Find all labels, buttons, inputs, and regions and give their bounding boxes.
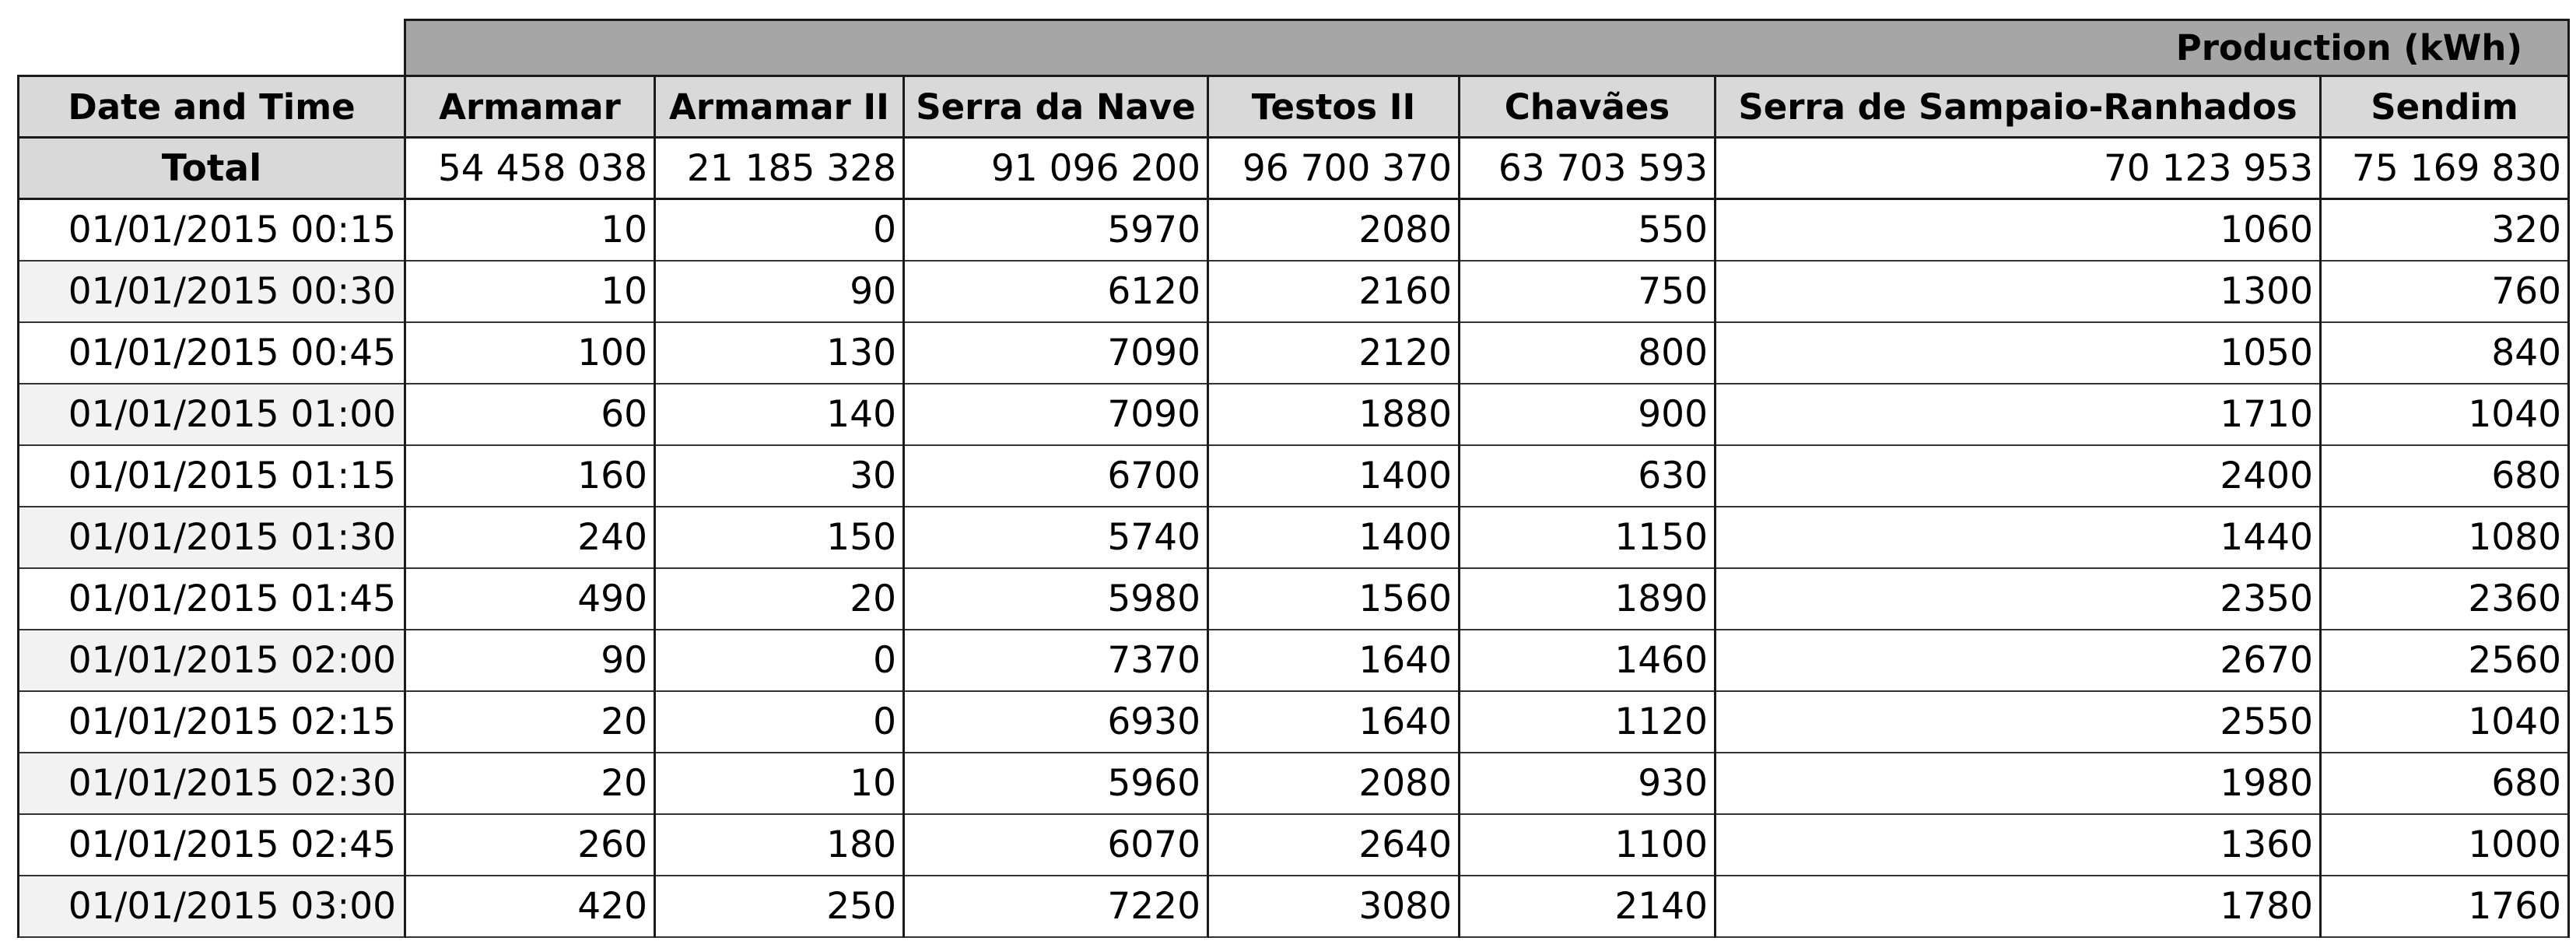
table-row <box>19 753 2569 814</box>
value-cell-serra-de-sampaio-ranhados: 1060 <box>1716 199 2321 261</box>
value-cell-serra-da-nave: 7090 <box>904 322 1208 384</box>
value-cell-armamar: 20 <box>405 753 655 814</box>
value-cell-serra-da-nave: 6930 <box>904 691 1208 753</box>
value-cell-sendim: 2560 <box>2321 630 2569 691</box>
value-cell-chavaes: 1120 <box>1460 691 1716 753</box>
value-cell-armamar-ii: 250 <box>655 876 904 937</box>
value-cell-armamar-ii: 30 <box>655 445 904 507</box>
value-cell-chavaes: 1460 <box>1460 630 1716 691</box>
value-cell-serra-de-sampaio-ranhados: 1050 <box>1716 322 2321 384</box>
value-cell-armamar-ii: 140 <box>655 384 904 445</box>
table-row <box>19 445 2569 507</box>
datetime-cell: 01/01/2015 02:45 <box>19 814 405 876</box>
total-sendim: 75 169 830 <box>2321 138 2569 199</box>
column-header-datetime: Date and Time <box>19 76 405 138</box>
group-header-row <box>19 20 2569 76</box>
value-cell-sendim: 840 <box>2321 322 2569 384</box>
value-cell-serra-de-sampaio-ranhados: 1300 <box>1716 261 2321 322</box>
total-serra-da-nave: 91 096 200 <box>904 138 1208 199</box>
datetime-cell: 01/01/2015 02:00 <box>19 630 405 691</box>
value-cell-sendim: 1080 <box>2321 507 2569 568</box>
datetime-cell: 01/01/2015 00:45 <box>19 322 405 384</box>
value-cell-armamar: 240 <box>405 507 655 568</box>
value-cell-chavaes: 1890 <box>1460 568 1716 630</box>
total-serra-de-sampaio-ranhados: 70 123 953 <box>1716 138 2321 199</box>
value-cell-testos-ii: 1400 <box>1208 507 1460 568</box>
value-cell-sendim: 680 <box>2321 445 2569 507</box>
table-row <box>19 507 2569 568</box>
value-cell-armamar-ii: 0 <box>655 199 904 261</box>
value-cell-sendim: 1040 <box>2321 384 2569 445</box>
value-cell-sendim: 680 <box>2321 753 2569 814</box>
value-cell-serra-da-nave: 7220 <box>904 876 1208 937</box>
table-row <box>19 814 2569 876</box>
value-cell-serra-de-sampaio-ranhados: 2550 <box>1716 691 2321 753</box>
value-cell-serra-de-sampaio-ranhados: 1980 <box>1716 753 2321 814</box>
value-cell-serra-de-sampaio-ranhados: 1780 <box>1716 876 2321 937</box>
table-row <box>19 568 2569 630</box>
value-cell-testos-ii: 1560 <box>1208 568 1460 630</box>
value-cell-armamar-ii: 20 <box>655 568 904 630</box>
datetime-cell: 01/01/2015 02:30 <box>19 753 405 814</box>
value-cell-serra-de-sampaio-ranhados: 2350 <box>1716 568 2321 630</box>
table-row <box>19 630 2569 691</box>
column-header-sendim: Sendim <box>2321 76 2569 138</box>
value-cell-serra-da-nave: 5960 <box>904 753 1208 814</box>
value-cell-armamar-ii: 180 <box>655 814 904 876</box>
value-cell-serra-da-nave: 5970 <box>904 199 1208 261</box>
value-cell-armamar-ii: 0 <box>655 630 904 691</box>
table-row <box>19 261 2569 322</box>
value-cell-serra-da-nave: 6700 <box>904 445 1208 507</box>
value-cell-sendim: 760 <box>2321 261 2569 322</box>
value-cell-chavaes: 2140 <box>1460 876 1716 937</box>
value-cell-chavaes: 630 <box>1460 445 1716 507</box>
value-cell-testos-ii: 1640 <box>1208 630 1460 691</box>
value-cell-testos-ii: 1400 <box>1208 445 1460 507</box>
value-cell-serra-de-sampaio-ranhados: 1710 <box>1716 384 2321 445</box>
column-header-armamar: Armamar <box>405 76 655 138</box>
table-row <box>19 384 2569 445</box>
value-cell-armamar-ii: 10 <box>655 753 904 814</box>
value-cell-chavaes: 1150 <box>1460 507 1716 568</box>
total-testos-ii: 96 700 370 <box>1208 138 1460 199</box>
value-cell-testos-ii: 2120 <box>1208 322 1460 384</box>
value-cell-testos-ii: 2160 <box>1208 261 1460 322</box>
value-cell-sendim: 320 <box>2321 199 2569 261</box>
total-armamar: 54 458 038 <box>405 138 655 199</box>
value-cell-armamar: 160 <box>405 445 655 507</box>
value-cell-testos-ii: 1640 <box>1208 691 1460 753</box>
column-header-armamar-ii: Armamar II <box>655 76 904 138</box>
value-cell-testos-ii: 1880 <box>1208 384 1460 445</box>
value-cell-sendim: 1040 <box>2321 691 2569 753</box>
value-cell-testos-ii: 3080 <box>1208 876 1460 937</box>
production-table-container <box>17 19 2567 938</box>
value-cell-testos-ii: 2080 <box>1208 753 1460 814</box>
value-cell-serra-da-nave: 5740 <box>904 507 1208 568</box>
table-row <box>19 199 2569 261</box>
value-cell-chavaes: 800 <box>1460 322 1716 384</box>
value-cell-armamar: 60 <box>405 384 655 445</box>
value-cell-serra-de-sampaio-ranhados: 1440 <box>1716 507 2321 568</box>
value-cell-armamar: 260 <box>405 814 655 876</box>
value-cell-serra-da-nave: 6070 <box>904 814 1208 876</box>
value-cell-serra-da-nave: 5980 <box>904 568 1208 630</box>
datetime-cell: 01/01/2015 01:30 <box>19 507 405 568</box>
value-cell-chavaes: 900 <box>1460 384 1716 445</box>
value-cell-chavaes: 1100 <box>1460 814 1716 876</box>
value-cell-armamar-ii: 150 <box>655 507 904 568</box>
value-cell-chavaes: 750 <box>1460 261 1716 322</box>
value-cell-armamar-ii: 90 <box>655 261 904 322</box>
value-cell-armamar: 20 <box>405 691 655 753</box>
empty-corner-cell <box>19 20 405 76</box>
value-cell-serra-da-nave: 7090 <box>904 384 1208 445</box>
total-label: Total <box>19 138 405 199</box>
datetime-cell: 01/01/2015 01:45 <box>19 568 405 630</box>
value-cell-testos-ii: 2640 <box>1208 814 1460 876</box>
datetime-cell: 01/01/2015 00:15 <box>19 199 405 261</box>
value-cell-armamar-ii: 0 <box>655 691 904 753</box>
table-row <box>19 876 2569 937</box>
value-cell-serra-de-sampaio-ranhados: 2400 <box>1716 445 2321 507</box>
column-header-serra-da-nave: Serra da Nave <box>904 76 1208 138</box>
value-cell-armamar: 10 <box>405 199 655 261</box>
value-cell-sendim: 1760 <box>2321 876 2569 937</box>
value-cell-testos-ii: 2080 <box>1208 199 1460 261</box>
value-cell-chavaes: 550 <box>1460 199 1716 261</box>
value-cell-serra-da-nave: 6120 <box>904 261 1208 322</box>
column-header-serra-de-sampaio-ranhados: Serra de Sampaio-Ranhados <box>1716 76 2321 138</box>
column-header-row <box>19 76 2569 138</box>
column-header-testos-ii: Testos II <box>1208 76 1460 138</box>
total-row <box>19 138 2569 199</box>
datetime-cell: 01/01/2015 01:15 <box>19 445 405 507</box>
datetime-cell: 01/01/2015 00:30 <box>19 261 405 322</box>
datetime-cell: 01/01/2015 03:00 <box>19 876 405 937</box>
value-cell-serra-de-sampaio-ranhados: 2670 <box>1716 630 2321 691</box>
value-cell-serra-da-nave: 7370 <box>904 630 1208 691</box>
value-cell-armamar: 90 <box>405 630 655 691</box>
datetime-cell: 01/01/2015 01:00 <box>19 384 405 445</box>
table-row <box>19 322 2569 384</box>
value-cell-serra-de-sampaio-ranhados: 1360 <box>1716 814 2321 876</box>
table-row <box>19 691 2569 753</box>
value-cell-sendim: 1000 <box>2321 814 2569 876</box>
value-cell-sendim: 2360 <box>2321 568 2569 630</box>
production-table <box>17 19 2570 938</box>
total-armamar-ii: 21 185 328 <box>655 138 904 199</box>
column-header-chavaes: Chavães <box>1460 76 1716 138</box>
value-cell-armamar-ii: 130 <box>655 322 904 384</box>
value-cell-armamar: 420 <box>405 876 655 937</box>
value-cell-armamar: 490 <box>405 568 655 630</box>
datetime-cell: 01/01/2015 02:15 <box>19 691 405 753</box>
value-cell-armamar: 10 <box>405 261 655 322</box>
total-chavaes: 63 703 593 <box>1460 138 1716 199</box>
value-cell-armamar: 100 <box>405 322 655 384</box>
value-cell-chavaes: 930 <box>1460 753 1716 814</box>
production-group-header: Production (kWh) <box>405 20 2569 76</box>
